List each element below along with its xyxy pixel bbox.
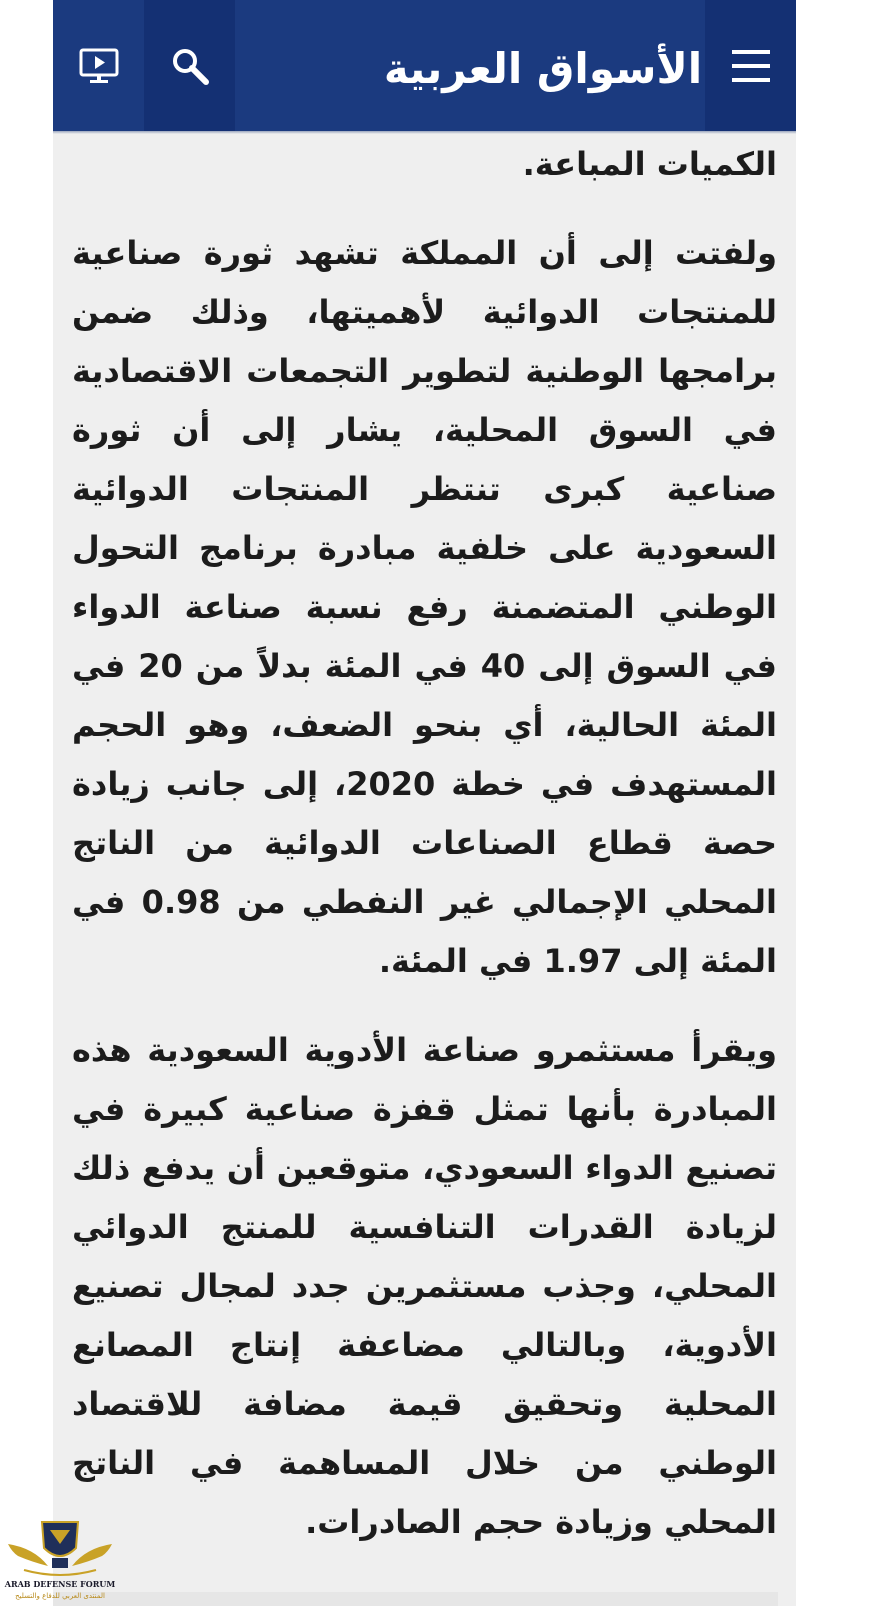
menu-button[interactable] (705, 0, 796, 131)
article-paragraph-3: ويقرأ مستثمرو صناعة الأدوية السعودية هذه المبادرة بأنها تمثل قفزة صناعية كبيرة في تصنيع الدواء السعودي، متوقعين أن يدفع ذلك لزيادة القدرات التنافسية للمنتج الدوائي المحلي، وجذب مستثمرين جدد لمجال تصنيع الأدوية، وبالتالي مضاعفة إنتاج المصانع المحلية وتحقيق قيمة مضافة للاقتصاد الوطني من خلال المساهمة في الناتج المحلي وزيادة حجم الصادرات. (72, 1031, 777, 1541)
article-paragraph-2: ولفتت إلى أن المملكة تشهد ثورة صناعية للمنتجات الدوائية لأهميتها، وذلك ضمن برامجها الوطنية لتطوير التجمعات الاقتصادية في السوق المحلية، يشار إلى أن ثورة صناعية كبرى تنتظر المنتجات الدوائية السعودية على خلفية مبادرة برنامج التحول الوطني المتضمنة رفع نسبة صناعة الدواء في السوق إلى 40 في المئة بدلاً من 20 في المئة الحالية، أي بنحو الضعف، وهو الحجم المستهدف في خطة 2020، إلى جانب زيادة حصة قطاع الصناعات الدوائية من الناتج المحلي الإجمالي غير النفطي من 0.98 في المئة إلى 1.97 في المئة. (72, 234, 778, 980)
header-shadow (53, 131, 796, 134)
search-icon (170, 46, 210, 86)
article-page (53, 0, 796, 1606)
eagle-shield-emblem-icon (4, 1514, 116, 1580)
tv-button[interactable] (53, 0, 144, 131)
tv-play-icon (79, 47, 119, 85)
site-logo[interactable]: الأسواق العربية (383, 43, 703, 93)
watermark-subtitle: المنتدى العربي للدفاع والتسليح (15, 1592, 105, 1600)
article-body (72, 136, 777, 1582)
search-button[interactable] (144, 0, 235, 131)
site-header (53, 0, 796, 131)
hamburger-menu-icon (732, 48, 770, 84)
forum-watermark (4, 1514, 116, 1606)
article-paragraph-1: الكميات المباعة. (522, 145, 777, 183)
watermark-title: ARAB DEFENSE FORUM (4, 1579, 116, 1589)
bottom-divider (53, 1592, 778, 1606)
